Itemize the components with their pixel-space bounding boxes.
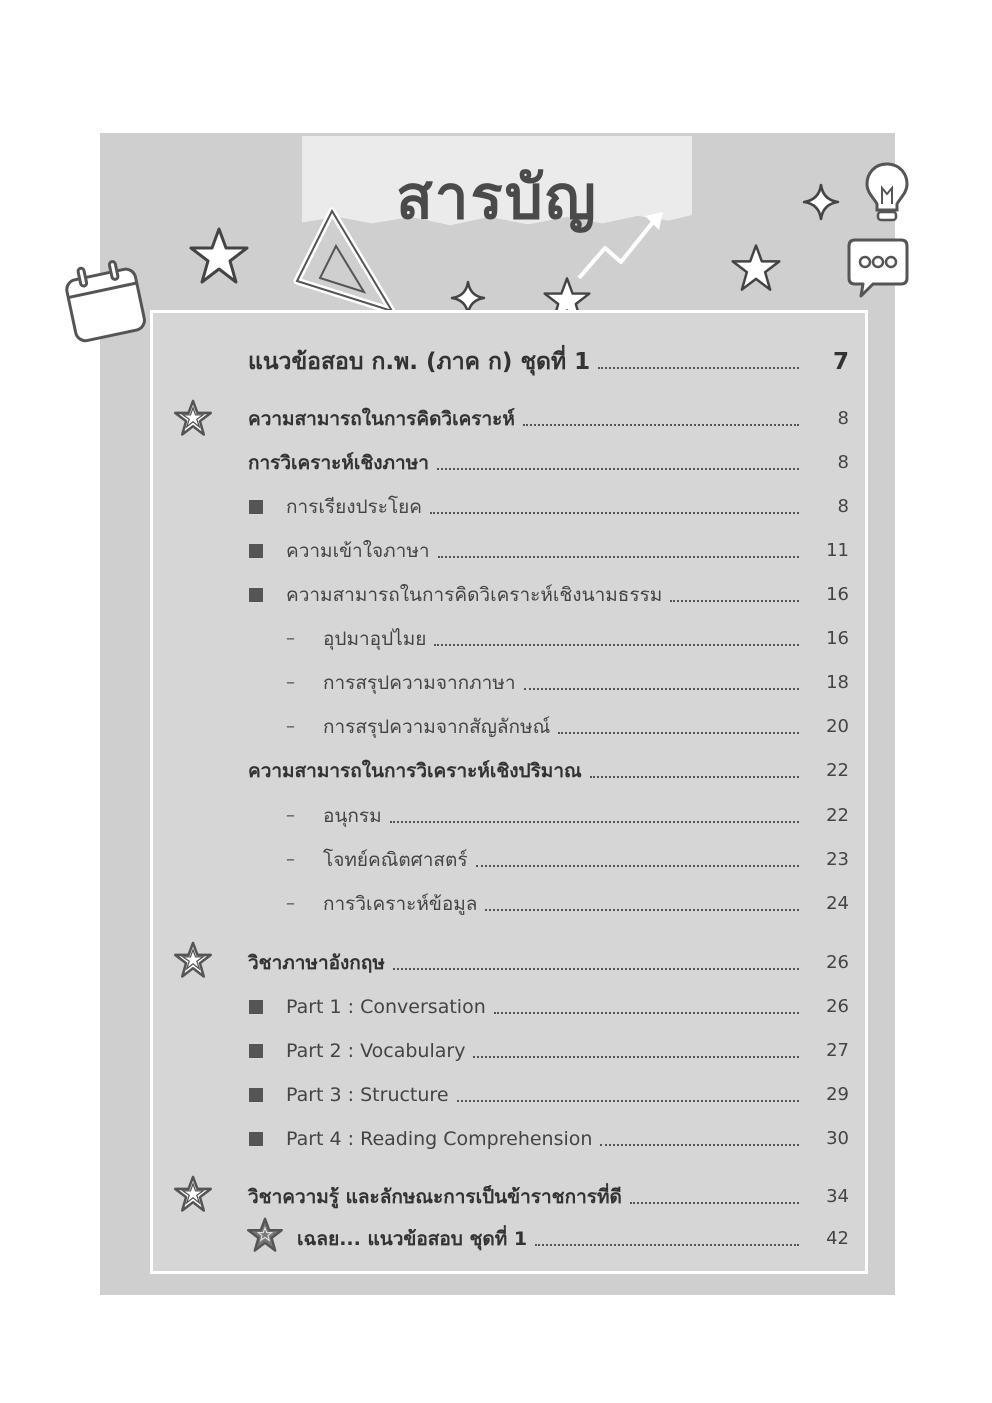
toc-row[interactable]: [153, 840, 865, 880]
toc-leader: [598, 367, 799, 369]
toc-page: 20: [826, 716, 849, 737]
square-bullet-icon: [249, 500, 263, 514]
square-bullet-icon: [249, 1088, 263, 1102]
toc-leader: [630, 1202, 799, 1204]
toc-page: 24: [826, 893, 849, 914]
toc-page: 26: [826, 996, 849, 1017]
square-bullet-icon: [249, 1132, 263, 1146]
toc-label: วิชาความรู้ และลักษณะการเป็นข้าราชการที่ดี: [248, 1186, 622, 1208]
toc-label: อุปมาอุปไมย: [323, 628, 427, 650]
toc-label: การสรุปความจากภาษา: [323, 672, 516, 694]
toc-label: ความสามารถในการคิดวิเคราะห์เชิงนามธรรม: [286, 584, 663, 606]
dash-bullet: –: [286, 893, 295, 914]
square-bullet-icon: [249, 1044, 263, 1058]
toc-leader: [473, 1056, 799, 1058]
toc-row[interactable]: [153, 443, 865, 483]
toc-row[interactable]: [153, 796, 865, 836]
toc-row[interactable]: [153, 575, 865, 615]
dash-bullet: –: [286, 716, 295, 737]
toc-row-exam-set-1[interactable]: [153, 342, 865, 382]
toc-row[interactable]: [153, 399, 865, 439]
square-bullet-icon: [249, 588, 263, 602]
toc-row[interactable]: [153, 751, 865, 791]
toc-leader: [485, 909, 799, 911]
toc-label: Part 2 : Vocabulary: [286, 1040, 466, 1062]
toc-label: Part 3 : Structure: [286, 1084, 449, 1106]
toc-leader: [558, 732, 799, 734]
toc-leader: [524, 688, 799, 690]
toc-leader: [393, 968, 799, 970]
toc-row[interactable]: [153, 487, 865, 527]
toc-row[interactable]: [153, 531, 865, 571]
toc-page: 34: [826, 1186, 849, 1207]
page-title: สารบัญ: [396, 163, 598, 233]
toc-page: 7: [832, 349, 849, 375]
toc-page: 8: [837, 408, 849, 429]
toc-page: 8: [837, 496, 849, 517]
triangle-ruler-icon: [292, 206, 397, 318]
toc-label: อนุกรม: [323, 805, 382, 827]
toc-page: 30: [826, 1128, 849, 1149]
square-bullet-icon: [249, 1000, 263, 1014]
toc-label: Part 4 : Reading Comprehension: [286, 1128, 593, 1150]
toc-page: 29: [826, 1084, 849, 1105]
sparkle-icon: [802, 183, 840, 221]
toc-leader: [494, 1012, 799, 1014]
toc-row[interactable]: [153, 707, 865, 747]
toc-label: โจทย์คณิตศาสตร์: [323, 849, 468, 871]
toc-page: 16: [826, 584, 849, 605]
toc-label: การเรียงประโยค: [286, 496, 423, 518]
toc-row[interactable]: [153, 943, 865, 983]
dash-bullet: –: [286, 672, 295, 693]
toc-label: แนวข้อสอบ ก.พ. (ภาค ก) ชุดที่ 1: [248, 349, 591, 375]
toc-row[interactable]: [153, 1119, 865, 1159]
toc-leader: [430, 512, 799, 514]
toc-label: ความสามารถในการวิเคราะห์เชิงปริมาณ: [248, 760, 582, 782]
toc-label: การวิเคราะห์ข้อมูล: [323, 893, 478, 915]
toc-page: 42: [826, 1228, 849, 1249]
toc-leader: [434, 644, 799, 646]
dash-bullet: –: [286, 628, 295, 649]
toc-row[interactable]: [153, 663, 865, 703]
toc-leader: [476, 865, 799, 867]
toc-page: 8: [837, 452, 849, 473]
lightbulb-icon: [862, 160, 912, 226]
toc-panel: [150, 310, 868, 1274]
toc-page: 26: [826, 952, 849, 973]
growth-arrow-icon: [575, 208, 667, 283]
toc-page: 16: [826, 628, 849, 649]
toc-page: 11: [826, 540, 849, 561]
dash-bullet: –: [286, 805, 295, 826]
toc-leader: [535, 1244, 799, 1246]
chat-bubble-icon: [845, 236, 911, 300]
toc-row[interactable]: [153, 1177, 865, 1217]
square-bullet-icon: [249, 544, 263, 558]
toc-page: 27: [826, 1040, 849, 1061]
toc-row-answer-key[interactable]: [153, 1219, 865, 1259]
toc-leader: [437, 468, 799, 470]
toc-row[interactable]: [153, 987, 865, 1027]
toc-label: ความสามารถในการคิดวิเคราะห์: [248, 408, 515, 430]
toc-row[interactable]: [153, 1075, 865, 1115]
toc-label: การสรุปความจากสัญลักษณ์: [323, 716, 551, 738]
toc-label: เฉลย... แนวข้อสอบ ชุดที่ 1: [297, 1228, 528, 1250]
calendar-icon: [55, 252, 155, 347]
toc-page: 22: [826, 805, 849, 826]
toc-row[interactable]: [153, 619, 865, 659]
toc-label: การวิเคราะห์เชิงภาษา: [248, 452, 429, 474]
toc-page: 23: [826, 849, 849, 870]
toc-row[interactable]: [153, 1031, 865, 1071]
star-icon: [188, 226, 250, 286]
toc-page: 22: [826, 760, 849, 781]
toc-page: 18: [826, 672, 849, 693]
dash-bullet: –: [286, 849, 295, 870]
toc-leader: [523, 424, 799, 426]
toc-label: วิชาภาษาอังกฤษ: [248, 952, 385, 974]
star-icon: [730, 243, 782, 293]
toc-leader: [457, 1100, 799, 1102]
toc-leader: [600, 1144, 799, 1146]
toc-label: ความเข้าใจภาษา: [286, 540, 430, 562]
toc-leader: [670, 600, 799, 602]
toc-row[interactable]: [153, 884, 865, 924]
toc-leader: [438, 556, 799, 558]
toc-leader: [390, 821, 799, 823]
toc-label: Part 1 : Conversation: [286, 996, 486, 1018]
toc-leader: [590, 776, 799, 778]
